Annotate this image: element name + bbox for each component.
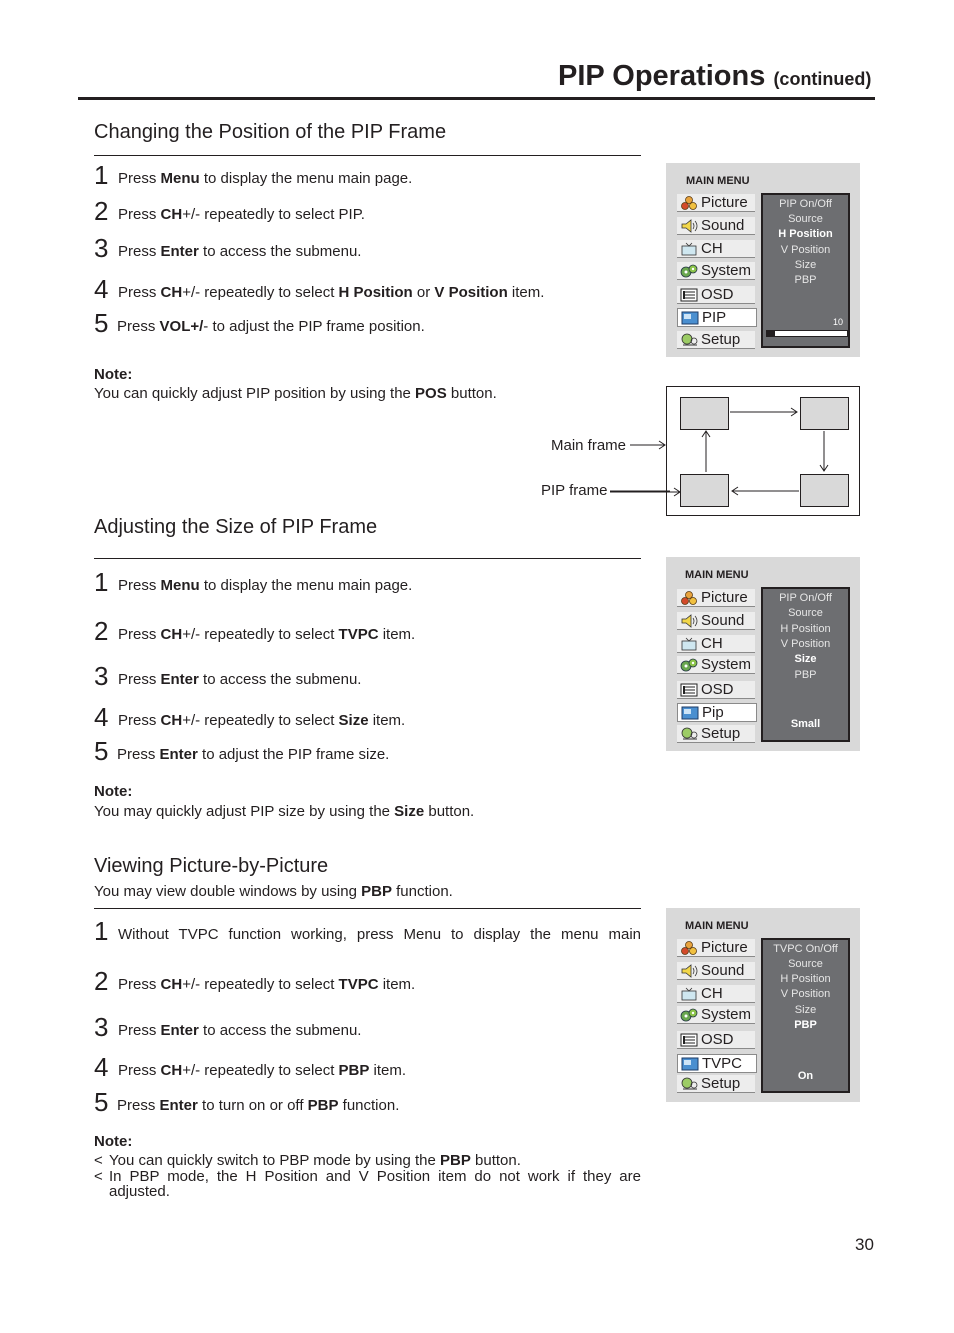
menu-item-sound <box>677 962 755 980</box>
osd-menu-1 <box>666 163 860 357</box>
submenu-item: PIP On/Off <box>779 198 832 210</box>
osd-list-icon <box>680 1033 698 1047</box>
step-text <box>118 284 544 301</box>
step-text-mid: to access the submenu. <box>198 243 362 260</box>
s1-note-label: Note: <box>94 366 133 383</box>
step-text-pre: Press <box>118 206 161 223</box>
step-text <box>118 170 412 187</box>
step-text-mid: to display the menu main page. <box>199 170 413 187</box>
menu-item-label: OSD <box>701 1031 734 1048</box>
menu-item-picture <box>677 589 755 607</box>
step-text-post: item. <box>368 712 406 729</box>
section3-rule <box>94 908 641 909</box>
submenu-value: Small <box>790 718 821 730</box>
setup-icon <box>680 727 698 741</box>
title-main: PIP Operations <box>558 60 766 92</box>
step-key: Menu <box>160 577 200 594</box>
picture-icon <box>680 591 698 605</box>
step-item: H Position <box>338 284 413 301</box>
menu-item-label: TVPC <box>702 1055 743 1072</box>
bullet-key: PBP <box>440 1152 471 1169</box>
bullet-mark: < <box>94 1168 103 1185</box>
setup-icon <box>680 1077 698 1091</box>
osd-list-icon <box>680 288 698 302</box>
step-text <box>118 1062 406 1079</box>
step-key: Enter <box>160 243 199 260</box>
step-text <box>118 243 361 260</box>
step-key: CH <box>160 284 183 301</box>
pip-window-icon <box>681 311 699 325</box>
step-text-pre: Press <box>118 170 161 187</box>
submenu-item-selected: Size <box>794 653 817 665</box>
step-text <box>118 577 412 594</box>
step-text-mid: +/- repeatedly to select <box>182 976 339 993</box>
menu-item-system <box>677 1006 755 1024</box>
s3-intro <box>94 883 453 900</box>
step-key: CH <box>160 206 183 223</box>
step-text-pre: Press <box>118 712 161 729</box>
step-number: 3 <box>94 1012 109 1042</box>
s3-note-bullet-2 <box>94 1169 641 1201</box>
menu-item-sound <box>677 612 755 630</box>
menu-item-label: Sound <box>701 962 745 979</box>
submenu-item: Size <box>794 259 817 271</box>
menu-item-osd <box>677 681 755 699</box>
tv-icon <box>680 637 698 651</box>
note-post: button. <box>446 385 497 402</box>
step-text-mid: +/- repeatedly to select <box>182 1062 339 1079</box>
diagram-arrows <box>667 387 859 515</box>
menu-item-system <box>677 656 755 674</box>
gears-icon <box>680 658 698 672</box>
step-text-mid: to display the menu main page. <box>199 577 413 594</box>
bullet-text-pre: You can quickly switch to PBP mode by using the <box>109 1152 441 1169</box>
note-key: POS <box>415 385 447 402</box>
step-item: PBP <box>307 1097 339 1114</box>
menu-item-label: Pip <box>702 704 724 721</box>
slider-value: 10 <box>833 317 844 327</box>
step-number: 2 <box>94 616 109 646</box>
step-number: 1 <box>94 567 109 597</box>
s3-note-bullet-1 <box>94 1153 641 1169</box>
step-text-post: item. <box>369 1062 407 1079</box>
s1-note-text <box>94 385 497 402</box>
note-pre: You may quickly adjust PIP size by using the <box>94 803 395 820</box>
step-text-mid: +/- repeatedly to select <box>182 712 339 729</box>
step-item: TVPC <box>338 976 379 993</box>
step-number: 5 <box>94 1087 109 1117</box>
menu-item-setup <box>677 1075 755 1093</box>
menu-item-tvpc <box>677 1054 757 1073</box>
s3-note-label: Note: <box>94 1133 133 1150</box>
step-item: TVPC <box>338 626 379 643</box>
menu-header: MAIN MENU <box>685 920 749 932</box>
step-number: 4 <box>94 1052 109 1082</box>
section1-heading: Changing the Position of the PIP Frame <box>94 121 447 143</box>
menu-item-label: CH <box>701 240 723 257</box>
step-text-pre: Press <box>118 976 161 993</box>
pip-position-diagram <box>666 386 860 516</box>
step-key: Enter <box>159 1097 198 1114</box>
main-frame-label: Main frame <box>551 437 627 454</box>
speaker-icon <box>680 219 698 233</box>
submenu-item: V Position <box>780 988 831 1000</box>
step-number: 2 <box>94 196 109 226</box>
step-text-mid: to adjust the PIP frame size. <box>197 746 390 763</box>
menu-item-pip <box>677 703 757 722</box>
submenu-item-selected: PBP <box>794 1019 817 1031</box>
step-text-pre: Press <box>118 1062 161 1079</box>
menu-item-setup <box>677 725 755 743</box>
menu-item-label: System <box>701 262 752 279</box>
menu-item-label: CH <box>701 985 723 1002</box>
submenu-item: PBP <box>794 669 817 681</box>
position-slider <box>766 330 848 337</box>
page-title <box>558 60 871 93</box>
menu-item-label: OSD <box>701 681 734 698</box>
menu-item-label: Setup <box>701 1075 741 1092</box>
step-text <box>118 976 415 993</box>
step-key: CH <box>160 976 183 993</box>
note-pre: You can quickly adjust PIP position by using the <box>94 385 416 402</box>
intro-key: PBP <box>361 883 392 900</box>
step-text-mid: to access the submenu. <box>198 1022 362 1039</box>
osd-menu-2 <box>666 557 860 751</box>
gears-icon <box>680 264 698 278</box>
note-post: button. <box>424 803 475 820</box>
step-text-pre: Press <box>118 243 161 260</box>
tv-icon <box>680 242 698 256</box>
step-text-post: item. <box>378 976 416 993</box>
intro-pre: You may view double windows by using <box>94 883 362 900</box>
menu-item-label: Sound <box>701 612 745 629</box>
menu-item-label: Picture <box>701 589 748 606</box>
step-text-pre: Press <box>117 746 160 763</box>
speaker-icon <box>680 964 698 978</box>
step-key: CH <box>160 626 183 643</box>
section1-rule <box>94 155 641 156</box>
page-number: 30 <box>855 1235 874 1254</box>
step-text-mid: to access the submenu. <box>198 671 362 688</box>
picture-icon <box>680 941 698 955</box>
bullet-text <box>109 1153 641 1168</box>
step-text <box>117 1097 399 1114</box>
step-number: 1 <box>94 160 109 190</box>
step-key: Enter <box>160 1022 199 1039</box>
submenu-item: Size <box>794 1004 817 1016</box>
step-text-post: item. <box>378 626 416 643</box>
title-rule <box>78 97 875 100</box>
menu-item-label: Setup <box>701 725 741 742</box>
menu-item-label: Setup <box>701 331 741 348</box>
menu-item-system <box>677 262 755 280</box>
step-text <box>118 671 361 688</box>
menu-header: MAIN MENU <box>685 569 749 581</box>
menu-item-pip <box>677 308 757 327</box>
menu-item-setup <box>677 331 755 349</box>
step-text-mid: +/- repeatedly to select <box>182 626 339 643</box>
note-key: Size <box>394 803 425 820</box>
menu-item-label: CH <box>701 635 723 652</box>
submenu-item: V Position <box>780 244 831 256</box>
step-number: 4 <box>94 702 109 732</box>
section3-heading: Viewing Picture-by-Picture <box>94 855 329 877</box>
step-text <box>118 712 405 729</box>
submenu-panel <box>761 938 850 1093</box>
step-number: 5 <box>94 736 109 766</box>
speaker-icon <box>680 614 698 628</box>
step-key: Enter <box>159 746 198 763</box>
submenu-item: PIP On/Off <box>779 592 832 604</box>
slider-fill <box>767 331 775 336</box>
submenu-item: H Position <box>780 973 831 985</box>
step-number: 3 <box>94 233 109 263</box>
step-text-mid: +/- repeatedly to select PIP. <box>182 206 365 223</box>
step-text-pre: Press <box>117 1097 160 1114</box>
step-text-post: or <box>412 284 435 301</box>
s2-note-label: Note: <box>94 783 133 800</box>
submenu-item: PBP <box>794 274 817 286</box>
submenu-item: Source <box>788 213 823 225</box>
step-key: VOL+/ <box>159 318 204 335</box>
submenu-item: V Position <box>780 638 831 650</box>
menu-item-osd <box>677 1031 755 1049</box>
menu-item-picture <box>677 939 755 957</box>
step-text-pre: Press <box>117 318 160 335</box>
menu-item-osd <box>677 286 755 304</box>
submenu-item: TVPC On/Off <box>773 943 838 955</box>
submenu-value: On <box>797 1070 814 1082</box>
step-key: Menu <box>160 170 200 187</box>
bullet-text: In PBP mode, the H Position and V Position item do not work if they are adjusted. <box>109 1168 641 1200</box>
bullet-mark: < <box>94 1152 103 1169</box>
step-key: CH <box>160 712 183 729</box>
submenu-item: Source <box>788 958 823 970</box>
step-text <box>118 206 365 223</box>
submenu-item: Source <box>788 607 823 619</box>
step-text-post: function. <box>338 1097 400 1114</box>
step-text: Without TVPC function working, press Menu to display the menu main <box>118 926 641 943</box>
menu-item-label: PIP <box>702 309 727 326</box>
section2-rule <box>94 558 641 559</box>
step-number: 4 <box>94 274 109 304</box>
picture-icon <box>680 196 698 210</box>
pip-window-icon <box>681 706 699 720</box>
menu-item-label: System <box>701 656 752 673</box>
step-text-pre: Press <box>118 577 161 594</box>
menu-item-picture <box>677 194 755 212</box>
step-number: 1 <box>94 916 109 946</box>
menu-item-ch <box>677 635 755 653</box>
step-text <box>117 746 389 763</box>
gears-icon <box>680 1008 698 1022</box>
step-text-pre: Press <box>118 1022 161 1039</box>
menu-item-label: Sound <box>701 217 745 234</box>
menu-item-label: Picture <box>701 939 748 956</box>
step-text-mid: to turn on or off <box>197 1097 308 1114</box>
menu-header: MAIN MENU <box>686 175 750 187</box>
step-number: 5 <box>94 308 109 338</box>
menu-item-ch <box>677 240 755 258</box>
submenu-item: H Position <box>780 623 831 635</box>
menu-item-label: OSD <box>701 286 734 303</box>
pip-window-icon <box>681 1057 699 1071</box>
osd-menu-3 <box>666 908 860 1102</box>
step-text-pre: Press <box>118 626 161 643</box>
menu-item-label: System <box>701 1006 752 1023</box>
step-text-pre: Press <box>118 671 161 688</box>
step-text-end: item. <box>507 284 545 301</box>
step-text-pre: Press <box>118 284 161 301</box>
menu-item-label: Picture <box>701 194 748 211</box>
step-item: PBP <box>338 1062 370 1079</box>
step-number: 2 <box>94 966 109 996</box>
step-text-mid: - to adjust the PIP frame position. <box>203 318 425 335</box>
pip-frame-label: PIP frame <box>541 482 608 499</box>
bullet-text-post: button. <box>470 1152 521 1169</box>
step-key: Enter <box>160 671 199 688</box>
setup-icon <box>680 333 698 347</box>
step-text-mid: +/- repeatedly to select <box>182 284 339 301</box>
step-text <box>117 318 425 335</box>
tv-icon <box>680 987 698 1001</box>
osd-list-icon <box>680 683 698 697</box>
menu-item-ch <box>677 985 755 1003</box>
step-number: 3 <box>94 661 109 691</box>
submenu-panel <box>761 587 850 742</box>
s2-note-text <box>94 803 474 820</box>
title-suffix: (continued) <box>773 69 872 89</box>
intro-post: function. <box>391 883 453 900</box>
step-text <box>118 626 415 643</box>
section2-heading: Adjusting the Size of PIP Frame <box>94 516 378 538</box>
step-item: Size <box>338 712 369 729</box>
submenu-item-selected: H Position <box>778 228 833 240</box>
step-item-2: V Position <box>434 284 508 301</box>
step-text <box>118 1022 361 1039</box>
step-key: CH <box>160 1062 183 1079</box>
submenu-panel <box>761 193 850 348</box>
menu-item-sound <box>677 217 755 235</box>
